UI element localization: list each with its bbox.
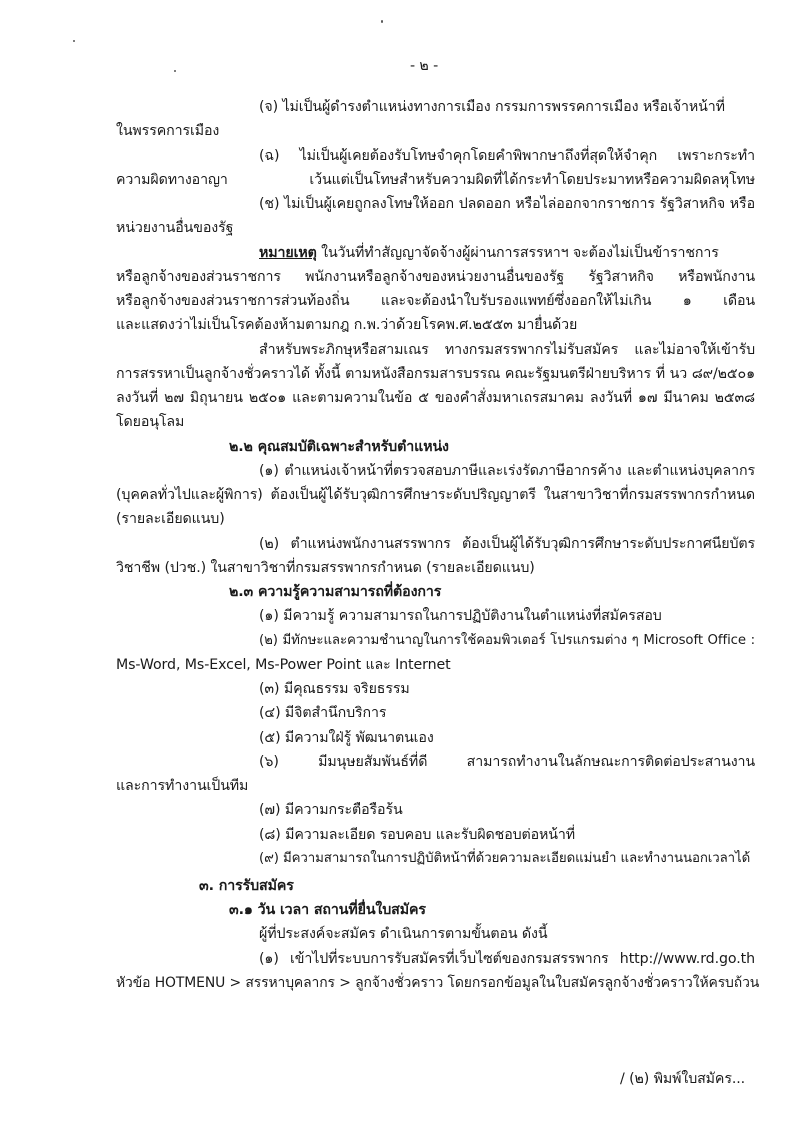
apply-intro: ผู้ที่ประสงค์จะสมัคร ดำเนินการตามขั้นตอน ดังนี้ xyxy=(259,926,548,942)
skill-item-6-cont: และการทำงานเป็นทีม xyxy=(116,778,249,794)
note-text: ในวันที่ทำสัญญาจัดจ้างผู้ผ่านการสรรหาฯ จะต้องไม่เป็นข้าราชการ xyxy=(316,245,719,261)
monk-line-3: ลงวันที่ ๒๗ มิถุนายน ๒๕๐๑ และตามความในข้อ ๕ ของคำสั่งมหาเถรสมาคม ลงวันที่ ๑๗ มีนาคม ๒๕๓๘ xyxy=(116,390,755,406)
note-line-3: หรือลูกจ้างของส่วนราชการส่วนท้องถิ่น และจะต้องนำใบรับรองแพทย์ซึ่งออกให้ไม่เกิน ๑ เดือน xyxy=(116,293,755,309)
monk-paragraph: สำหรับพระภิกษุหรือสามเณร ทางกรมสรรพากรไม่รับสมัคร และไม่อาจให้เข้ารับ xyxy=(259,342,755,358)
spec-item-1-cont: (บุคคลทั่วไปและผู้พิการ) ต้องเป็นผู้ได้รับวุฒิการศึกษาระดับปริญญาตรี ในสาขาวิชาที่กรมสรรพากรกำหนด xyxy=(116,487,755,503)
scan-speck xyxy=(174,70,176,72)
skill-item-2: (๒) มีทักษะและความชำนาญในการใช้คอมพิวเตอร์ โปรแกรมต่าง ๆ Microsoft Office : xyxy=(259,633,755,648)
item-cho: (จ) ไม่เป็นผู้ดำรงตำแหน่งทางการเมือง กรรมการพรรคการเมือง หรือเจ้าหน้าที่ xyxy=(259,99,725,115)
section-heading-3-1: ๓.๑ วัน เวลา สถานที่ยื่นใบสมัคร xyxy=(229,902,426,918)
skill-item-7: (๗) มีความกระตือรือร้น xyxy=(259,802,403,818)
apply-step-1: (๑) เข้าไปที่ระบบการรับสมัครที่เว็บไซต์ของกรมสรรพากร http://www.rd.go.th xyxy=(259,951,755,967)
skill-item-2-cont: Ms-Word, Ms-Excel, Ms-Power Point และ Internet xyxy=(116,657,451,673)
skill-item-4: (๔) มีจิตสำนึกบริการ xyxy=(259,705,387,721)
skill-item-9: (๙) มีความสามารถในการปฏิบัติหน้าที่ด้วยความละเอียดแม่นยำ และทำงานนอกเวลาได้ xyxy=(259,851,751,866)
skill-item-5: (๕) มีความใฝ่รู้ พัฒนาตนเอง xyxy=(259,730,434,746)
skill-item-8: (๘) มีความละเอียด รอบคอบ และรับผิดชอบต่อหน้าที่ xyxy=(259,827,576,843)
skill-item-6: (๖) มีมนุษยสัมพันธ์ที่ดี สามารถทำงานในลักษณะการติดต่อประสานงาน xyxy=(259,754,755,770)
note-line-2: หรือลูกจ้างของส่วนราชการ พนักงานหรือลูกจ้างของหน่วยงานอื่นของรัฐ รัฐวิสาหกิจ หรือพนักงาน xyxy=(116,269,755,285)
spec-item-1: (๑) ตำแหน่งเจ้าหน้าที่ตรวจสอบภาษีและเร่งรัดภาษีอากรค้าง และตำแหน่งบุคลากร xyxy=(259,463,755,479)
item-chor: (ช) ไม่เป็นผู้เคยถูกลงโทษให้ออก ปลดออก หรือไล่ออกจากราชการ รัฐวิสาหกิจ หรือ xyxy=(259,196,755,212)
spec-item-2-cont: วิชาชีพ (ปวช.) ในสาขาวิชาที่กรมสรรพากรกำหนด (รายละเอียดแนบ) xyxy=(116,560,535,576)
monk-line-4: โดยอนุโลม xyxy=(116,414,185,430)
section-heading-2-2: ๒.๒ คุณสมบัติเฉพาะสำหรับตำแหน่ง xyxy=(229,439,449,455)
note-label: หมายเหตุ xyxy=(259,245,317,261)
note-line-4: และแสดงว่าไม่เป็นโรคต้องห้ามตามกฎ ก.พ.ว่าด้วยโรคพ.ศ.๒๕๕๓ มายื่นด้วย xyxy=(116,317,578,333)
apply-step-1-cont: หัวข้อ HOTMENU > สรรหาบุคลากร > ลูกจ้างชั่วคราว โดยกรอกข้อมูลในใบสมัครลูกจ้างชั่วคราวให้ครบถ้วน xyxy=(116,975,760,991)
skill-item-3: (๓) มีคุณธรรม จริยธรรม xyxy=(259,681,410,697)
spec-item-1-attach: (รายละเอียดแนบ) xyxy=(116,511,225,527)
section-heading-2-3: ๒.๓ ความรู้ความสามารถที่ต้องการ xyxy=(229,584,442,600)
monk-line-2: การสรรหาเป็นลูกจ้างชั่วคราวได้ ทั้งนี้ ตามหนังสือกรมสารบรรณ คณะรัฐมนตรีฝ่ายบริหาร ที่ นว ๘๙/๒๕๐๑ xyxy=(116,366,755,382)
item-chho-cont: ความผิดทางอาญา เว้นแต่เป็นโทษสำหรับความผิดที่ได้กระทำโดยประมาทหรือความผิดลหุโทษ xyxy=(116,172,755,188)
page-number: - ๒ - xyxy=(410,58,439,74)
skill-item-1: (๑) มีความรู้ ความสามารถในการปฏิบัติงานในตำแหน่งที่สมัครสอบ xyxy=(259,608,662,624)
section-heading-3: ๓. การรับสมัคร xyxy=(199,878,294,894)
item-chor-cont: หน่วยงานอื่นของรัฐ xyxy=(116,220,234,236)
scan-speck xyxy=(73,40,75,42)
scan-speck xyxy=(381,20,383,23)
continuation-note: / (๒) พิมพ์ใบสมัคร... xyxy=(620,1071,746,1087)
item-chho: (ฉ) ไม่เป็นผู้เคยต้องรับโทษจำคุกโดยคำพิพากษาถึงที่สุดให้จำคุก เพราะกระทำ xyxy=(259,148,755,164)
note-paragraph xyxy=(259,243,719,263)
spec-item-2: (๒) ตำแหน่งพนักงานสรรพากร ต้องเป็นผู้ได้รับวุฒิการศึกษาระดับประกาศนียบัตร xyxy=(259,536,755,552)
item-cho-cont: ในพรรคการเมือง xyxy=(116,123,220,139)
